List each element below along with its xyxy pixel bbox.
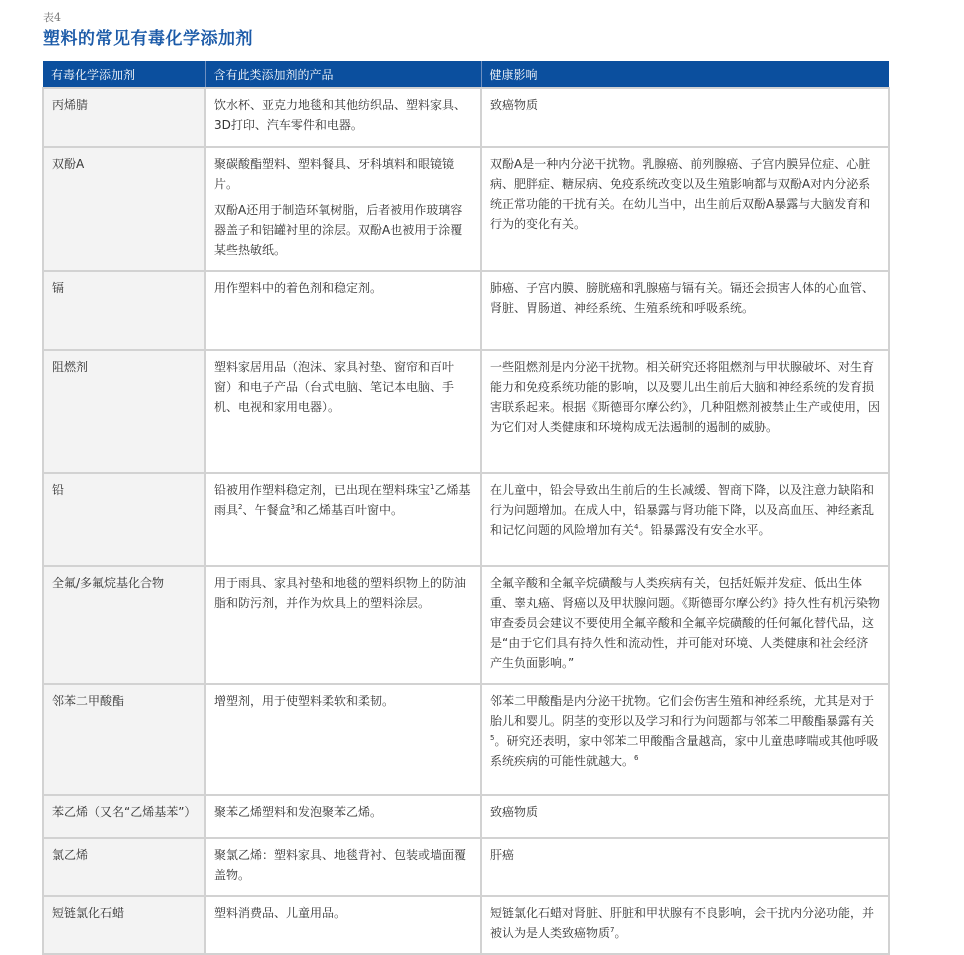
text: 和乙烯基百叶窗中。 bbox=[294, 503, 403, 517]
products-cell bbox=[205, 147, 481, 271]
text: 用作塑料中的着色剂和稳定剂。 bbox=[214, 281, 383, 295]
footnote-ref: 5 bbox=[490, 734, 495, 742]
products-cell bbox=[205, 350, 481, 473]
footnote-ref: 4 bbox=[634, 523, 639, 531]
paragraph bbox=[214, 200, 472, 260]
paragraph bbox=[214, 357, 472, 417]
chemical-cell: 双酚A bbox=[43, 147, 205, 271]
paragraph bbox=[490, 95, 880, 115]
table-row bbox=[43, 147, 889, 271]
paragraph bbox=[490, 691, 880, 771]
health-effects-cell bbox=[481, 566, 889, 684]
text: 。研究还表明，家中邻苯二甲酸酯含量越高，家中儿童患哮喘或其他呼吸系统疾病的可能性就越大。 bbox=[490, 734, 879, 768]
chemical-cell: 铅 bbox=[43, 473, 205, 566]
text: 致癌物质 bbox=[490, 98, 539, 112]
products-cell bbox=[205, 838, 481, 896]
paragraph bbox=[490, 278, 880, 318]
products-cell bbox=[205, 566, 481, 684]
paragraph bbox=[214, 845, 472, 885]
paragraph bbox=[214, 691, 472, 711]
health-effects-cell bbox=[481, 684, 889, 795]
text: 邻苯二甲酸酯是内分泌干扰物。它们会伤害生殖和神经系统，尤其是对于胎儿和婴儿。阴茎的变形以及学习和行为问题都与邻苯二甲酸酯暴露有关 bbox=[490, 694, 875, 728]
table-row bbox=[43, 566, 889, 684]
products-cell bbox=[205, 271, 481, 350]
health-effects-cell bbox=[481, 147, 889, 271]
paragraph bbox=[214, 154, 472, 194]
text: 铅被用作塑料稳定剂，已出现在塑料珠宝 bbox=[214, 483, 431, 497]
text: 致癌物质 bbox=[490, 805, 539, 819]
text: 增塑剂，用于使塑料柔软和柔韧。 bbox=[214, 694, 395, 708]
text: 肺癌、子宫内膜、膀胱癌和乳腺癌与镉有关。镉还会损害人体的心血管、肾脏、胃肠道、神经系统、生殖系统和呼吸系统。 bbox=[490, 281, 875, 315]
text: 聚苯乙烯塑料和发泡聚苯乙烯。 bbox=[214, 805, 383, 819]
text: 肝癌 bbox=[490, 848, 515, 862]
footnote-ref: 7 bbox=[610, 926, 615, 934]
text: 双酚A还用于制造环氧树脂，后者被用作玻璃容器盖子和铝罐衬里的涂层。双酚A也被用于涂覆某些热敏纸。 bbox=[214, 203, 463, 257]
text: 在儿童中，铅会导致出生前后的生长减缓、智商下降，以及注意力缺陷和行为问题增加。在成人中，铅暴露与肾功能下降，以及高血压、神经紊乱和记忆问题的风险增加有关 bbox=[490, 483, 875, 537]
paragraph bbox=[490, 903, 880, 943]
chemical-cell: 阻燃剂 bbox=[43, 350, 205, 473]
table-header-row bbox=[43, 61, 889, 88]
footnote-ref: 1 bbox=[430, 483, 435, 491]
table-row bbox=[43, 88, 889, 147]
text: 、午餐盒 bbox=[242, 503, 291, 517]
table-row bbox=[43, 795, 889, 838]
paragraph bbox=[490, 154, 880, 234]
paragraph bbox=[490, 357, 880, 437]
chemical-cell: 全氟/多氟烷基化合物 bbox=[43, 566, 205, 684]
text: 短链氯化石蜡对肾脏、肝脏和甲状腺有不良影响，会干扰内分泌功能，并被认为是人类致癌物质 bbox=[490, 906, 875, 940]
paragraph bbox=[214, 903, 472, 923]
toxic-additives-table bbox=[42, 61, 890, 955]
text: 全氟辛酸和全氟辛烷磺酸与人类疾病有关，包括妊娠并发症、低出生体重、睾丸癌、肾癌以及甲状腺问题。《斯德哥尔摩公约》持久性有机污染物审查委员会建议不要使用全氟辛酸和全氟辛烷磺酸的任何氟化替代品，这是“由于它们具有持久性和流动性，并可能对环境、人类健康和社会经济产生负面影响。” bbox=[490, 576, 881, 670]
paragraph bbox=[490, 845, 880, 865]
page-title: 塑料的常见有毒化学添加剂 bbox=[43, 29, 253, 49]
health-effects-cell bbox=[481, 838, 889, 896]
footnote-ref: 6 bbox=[634, 754, 639, 762]
chemical-cell: 丙烯腈 bbox=[43, 88, 205, 147]
text: 一些阻燃剂是内分泌干扰物。相关研究还将阻燃剂与甲状腺破坏、对生育能力和免疫系统功能的影响，以及婴儿出生前后大脑和神经系统的发育损害联系起来。根据《斯德哥尔摩公约》，几种阻燃剂被禁止生产或使用，因为它们对人类健康和环境构成无法遏制的遏制的威胁。 bbox=[490, 360, 881, 434]
table-row bbox=[43, 896, 889, 954]
table-row bbox=[43, 684, 889, 795]
health-effects-cell bbox=[481, 473, 889, 566]
paragraph bbox=[490, 573, 880, 673]
products-cell bbox=[205, 473, 481, 566]
table-row bbox=[43, 271, 889, 350]
paragraph bbox=[214, 95, 472, 135]
paragraph bbox=[490, 480, 880, 540]
text: 双酚A是一种内分泌干扰物。乳腺癌、前列腺癌、子宫内膜异位症、心脏病、肥胖症、糖尿病、免疫系统改变以及生殖影响都与双酚A对内分泌系统正常功能的干扰有关。在幼儿当中，出生前后双酚A暴露与大脑发育和行为的变化有关。 bbox=[490, 157, 871, 231]
health-effects-cell bbox=[481, 896, 889, 954]
products-cell bbox=[205, 795, 481, 838]
text: 聚氯乙烯：塑料家具、地毯背衬、包装或墙面覆盖物。 bbox=[214, 848, 467, 882]
table-row bbox=[43, 838, 889, 896]
footnote-ref: 3 bbox=[290, 503, 295, 511]
products-cell bbox=[205, 896, 481, 954]
text: 用于雨具、家具衬垫和地毯的塑料织物上的防油脂和防污剂，并作为炊具上的塑料涂层。 bbox=[214, 576, 467, 610]
chemical-cell: 氯乙烯 bbox=[43, 838, 205, 896]
text: 。 bbox=[614, 926, 627, 940]
products-cell bbox=[205, 88, 481, 147]
text: 塑料家居用品（泡沫、家具衬垫、窗帘和百叶窗）和电子产品（台式电脑、笔记本电脑、手机、电视和家用电器）。 bbox=[214, 360, 455, 414]
text: 。铅暴露没有安全水平。 bbox=[638, 523, 771, 537]
paragraph bbox=[490, 802, 880, 822]
table-row bbox=[43, 350, 889, 473]
products-cell bbox=[205, 684, 481, 795]
health-effects-cell bbox=[481, 88, 889, 147]
health-effects-cell bbox=[481, 795, 889, 838]
health-effects-cell bbox=[481, 271, 889, 350]
paragraph bbox=[214, 802, 472, 822]
paragraph bbox=[214, 573, 472, 613]
text: 塑料消费品、儿童用品。 bbox=[214, 906, 347, 920]
text: 饮水杯、亚克力地毯和其他纺织品、塑料家具、3D打印、汽车零件和电器。 bbox=[214, 98, 467, 132]
chemical-cell: 苯乙烯（又名“乙烯基苯”） bbox=[43, 795, 205, 838]
header-health-effects: 健康影响 bbox=[481, 61, 889, 88]
paragraph bbox=[214, 480, 472, 520]
health-effects-cell bbox=[481, 350, 889, 473]
text: 乙烯基雨具 bbox=[214, 483, 471, 517]
paragraph bbox=[214, 278, 472, 298]
table-label: 表4 bbox=[43, 11, 61, 24]
table-row bbox=[43, 473, 889, 566]
header-products: 含有此类添加剂的产品 bbox=[205, 61, 481, 88]
chemical-cell: 邻苯二甲酸酯 bbox=[43, 684, 205, 795]
text: 聚碳酸酯塑料、塑料餐具、牙科填料和眼镜镜片。 bbox=[214, 157, 455, 191]
chemical-cell: 短链氯化石蜡 bbox=[43, 896, 205, 954]
chemical-cell: 镉 bbox=[43, 271, 205, 350]
footnote-ref: 2 bbox=[238, 503, 243, 511]
header-chemical: 有毒化学添加剂 bbox=[43, 61, 205, 88]
